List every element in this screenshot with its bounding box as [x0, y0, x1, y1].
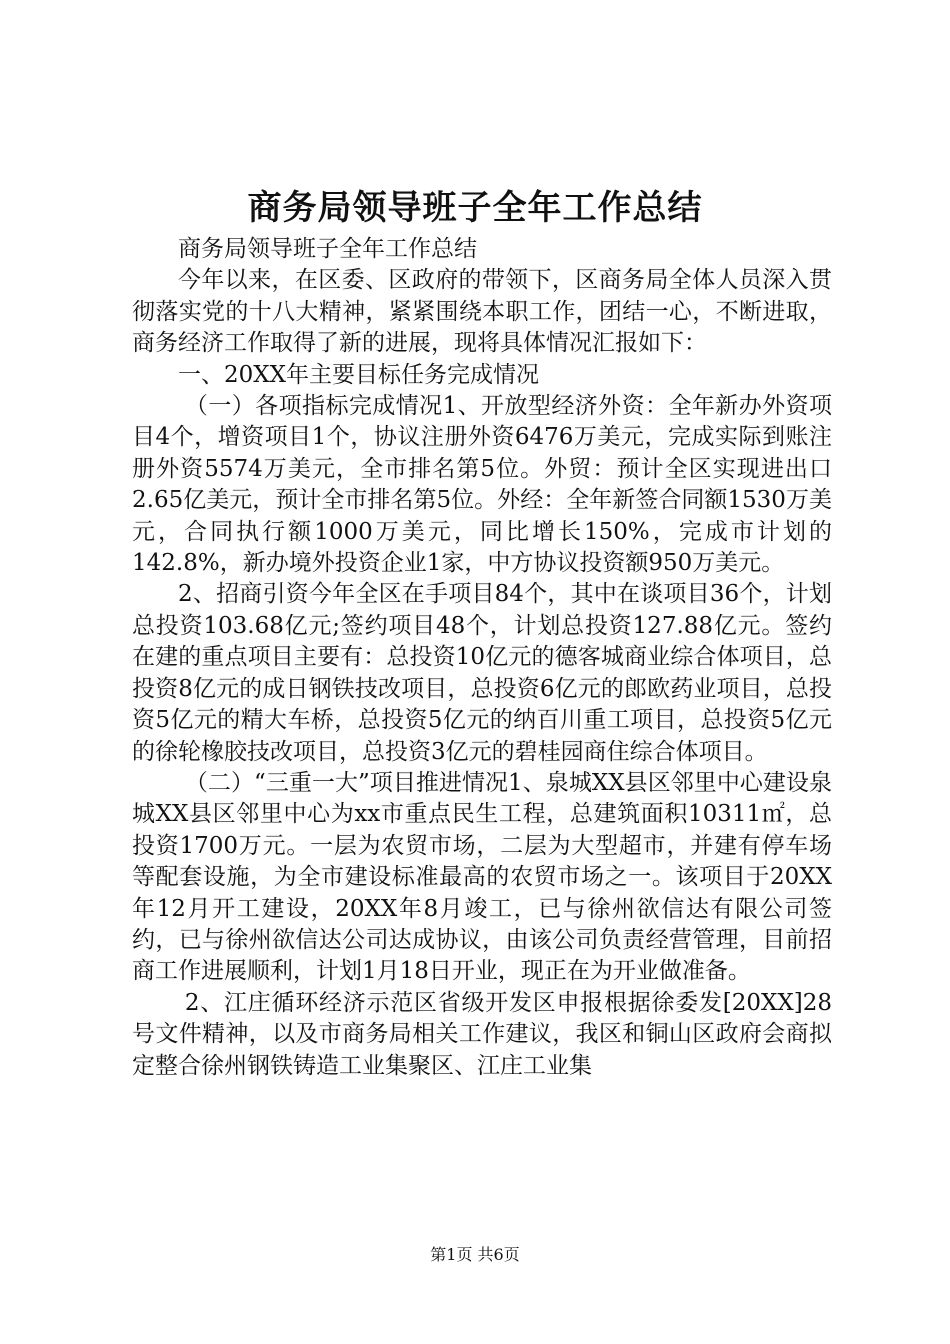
- document-title: 商务局领导班子全年工作总结: [247, 188, 703, 228]
- paragraph-section-heading: 一、20XX年主要目标任务完成情况: [178, 361, 540, 388]
- paragraph-investment: 2、招商引资今年全区在手项目84个，其中在谈项目36个，计划总投资103.68亿元;签约项目48个，计划总投资127.88亿元。签约在建的重点项目主要有：总投资10亿元的德客城商业综合体项目，总投资8亿元的成日钢铁技改项目，总投资6亿元的郎欧药业项目，总投资5亿元的精大车桥，总投资5亿元的纳百川重工项目，总投资5亿元的徐轮橡胶技改项目，总投资3亿元的碧桂园商住综合体项目。: [132, 581, 832, 765]
- paragraph-subtitle: 商务局领导班子全年工作总结: [178, 236, 477, 262]
- paragraph-projects: （二）“三重一大”项目推进情况1、泉城XX县区邻里中心建设泉城XX县区邻里中心为xx市重点民生工程，总建筑面积10311㎡，总投资1700万元。一层为农贸市场，二层为大型超市，并建有停车场等配套设施，为全市建设标准最高的农贸市场之一。该项目于20XX年12月开工建设，20XX年8月竣工，已与徐州欲信达有限公司签约，已与徐州欲信达公司达成协议，由该公司负责经营管理，目前招商工作进展顺利，计划1月18日开业，现正在为开业做准备。: [132, 769, 832, 985]
- paragraph-indicators: （一）各项指标完成情况1、开放型经济外资：全年新办外资项目4个，增资项目1个，协议注册外资6476万美元，完成实际到账注册外资5574万美元，全市排名第5位。外贸：预计全区实现进出口2.65亿美元，预计全市排名第5位。外经：全年新签合同额1530万美元，合同执行额1000万美元，同比增长150%，完成市计划的142.8%，新办境外投资企业1家，中方协议投资额950万美元。: [132, 393, 832, 577]
- document-body: [132, 234, 832, 1082]
- paragraph-jiangzhuang: 2、江庄循环经济示范区省级开发区申报根据徐委发[20XX]28号文件精神，以及市商务局相关工作建议，我区和铜山区政府会商拟定整合徐州钢铁铸造工业集聚区、江庄工业集: [132, 989, 832, 1079]
- page-footer: 第1页 共6页: [430, 1245, 520, 1264]
- paragraph-intro: 今年以来，在区委、区政府的带领下，区商务局全体人员深入贯彻落实党的十八大精神，紧紧围绕本职工作，团结一心，不断进取，商务经济工作取得了新的进展，现将具体情况汇报如下：: [132, 267, 832, 357]
